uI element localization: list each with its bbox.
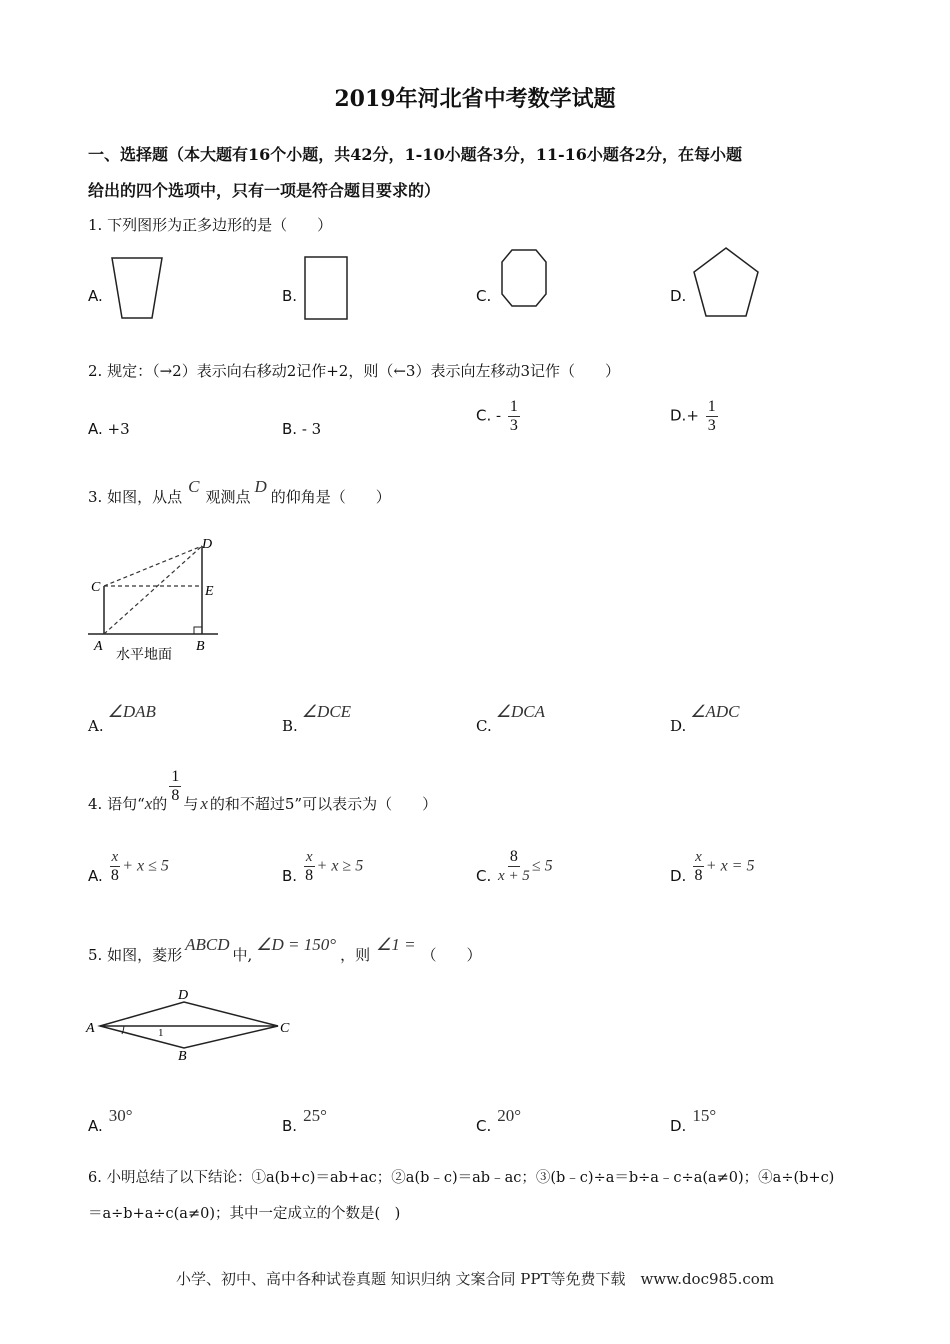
q1-label-a: A. xyxy=(88,287,103,305)
q5-rhombus-figure xyxy=(84,986,294,1066)
q3-option-c: C.∠DCA xyxy=(476,702,545,735)
q2-fraction-d: $\frac{1}{3}$ xyxy=(707,398,716,434)
q4-fraction: $\frac{1}{8}$ xyxy=(171,768,180,804)
q3-elevation-figure xyxy=(86,534,236,664)
q3-label-c: C xyxy=(91,580,101,595)
section-heading-line2: 给出的四个选项中，只有一项是符合题目要求的） xyxy=(88,181,441,200)
q4-option-a: A. $\frac{x}{8}$ + x ≤ 5 xyxy=(88,849,169,885)
q3-stem: 3. 如图，从点C观测点D的仰角是（ ） xyxy=(88,477,391,506)
q3-option-b: B.∠DCE xyxy=(282,702,352,735)
q4-option-c: C. $\frac{8}{x + 5}$ ≤ 5 xyxy=(476,848,553,885)
q2-option-c: C. - $\frac{1}{3}$ xyxy=(476,398,518,434)
q5-option-d: D.15° xyxy=(670,1106,717,1135)
q5-option-b: B.25° xyxy=(282,1106,327,1135)
q1-stem: 1. 下列图形为正多边形的是（ ） xyxy=(88,216,333,234)
q1-rectangle-figure xyxy=(300,252,354,324)
q1-label-d: D. xyxy=(670,287,687,305)
q1-trapezoid-figure xyxy=(108,252,168,324)
q1-label-c: C. xyxy=(476,287,492,305)
q1-label-b: B. xyxy=(282,287,298,305)
q1-octagon-figure xyxy=(496,246,552,312)
q3-option-d: D.∠ADC xyxy=(670,702,740,735)
q3-ground-label: 水平地面 xyxy=(116,647,172,663)
q6-stem-line2: ＝a÷b+a÷c(a≠0)；其中一定成立的个数是( ) xyxy=(88,1206,401,1222)
q1-pentagon-figure xyxy=(690,244,762,322)
q3-label-a: A xyxy=(94,639,103,654)
q5-label-c: C xyxy=(280,1021,290,1036)
q2-option-a: A. +3 xyxy=(88,420,130,438)
q2-option-d: D.+ $\frac{1}{3}$ xyxy=(670,398,716,434)
q5-label-a: A xyxy=(86,1021,95,1036)
q4-option-b: B. $\frac{x}{8}$ + x ≥ 5 xyxy=(282,849,364,885)
q3-label-e: E xyxy=(205,584,214,599)
footer-ad: 小学、初中、高中各种试卷真题 知识归纳 文案合同 PPT等免费下载 www.doc985.com xyxy=(175,1270,775,1288)
q6-stem-line1: 6. 小明总结了以下结论：①a(b+c)＝ab+ac；②a(b﹣c)＝ab﹣ac；③(b﹣c)÷a＝b÷a﹣c÷a(a≠0)；④a÷(b+c) xyxy=(88,1170,835,1186)
q2-fraction-c: $\frac{1}{3}$ xyxy=(509,398,518,434)
section-heading-line1: 一、选择题（本大题有16个小题，共42分，1-10小题各3分，11-16小题各2分，在每小题 xyxy=(88,145,743,164)
q3-option-a: A.∠DAB xyxy=(88,702,156,735)
q5-label-d: D xyxy=(178,988,189,1003)
q3-label-d: D xyxy=(202,537,213,552)
q3-label-b: B xyxy=(196,639,205,654)
q5-label-b: B xyxy=(178,1049,187,1064)
q2-option-b: B. - 3 xyxy=(282,420,322,438)
q5-stem: 5. 如图，菱形ABCD中,∠D = 150°，则∠1 =（ ） xyxy=(88,935,482,964)
q5-option-c: C.20° xyxy=(476,1106,522,1135)
q5-option-a: A.30° xyxy=(88,1106,133,1135)
q5-angle-label: 1 xyxy=(158,1027,164,1039)
q2-stem: 2. 规定：（→2）表示向右移动2记作+2，则（←3）表示向左移动3记作（ ） xyxy=(88,362,621,380)
q4-option-d: D. $\frac{x}{8}$ + x = 5 xyxy=(670,849,755,885)
page-title: 2019年河北省中考数学试题 xyxy=(334,86,616,112)
q4-stem: 4. 语句“x的 $\frac{1}{8}$ 与 x 的和不超过5”可以表示为（ ） xyxy=(88,768,438,813)
